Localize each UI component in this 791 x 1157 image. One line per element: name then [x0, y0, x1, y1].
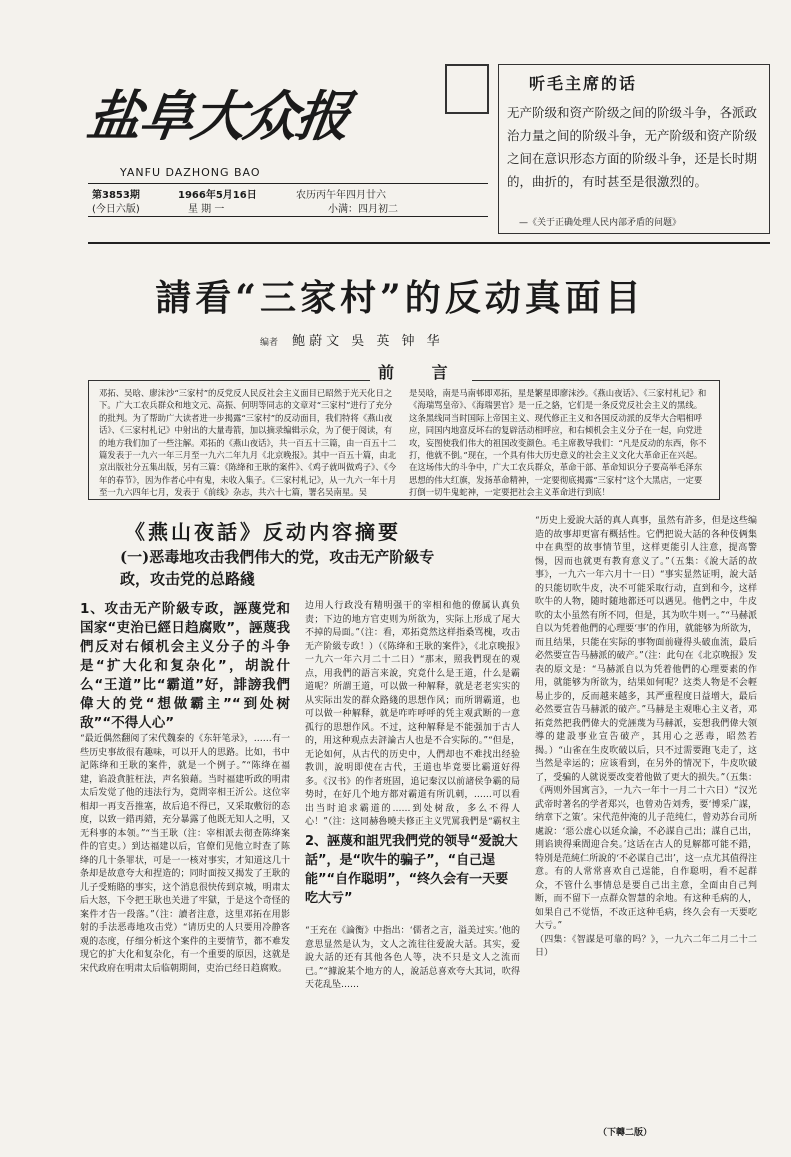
editors-label: 编者 — [260, 338, 279, 348]
column-2-tail-body: “王充在《論衡》中指出：‘儒者之言，溢美过实。’他的意思显然是认为，文人之流往往爱說大話。其实，爱說大話的还有其他各色人等，决不只是文人之流而已。”“據說某个地方的人，說話总喜欢夸大其词，吹得天花乱坠…… — [305, 926, 520, 990]
column-3-body: “历史上爱說大話的真人真事，虽然有許多，但是这些编造的故事却更富有概括性。它們把说大話的各种伎俩集中在典型的故事情节里，这样更能引人注意，提高警惕，因而也就更有教育意义了。”（五集：《說大話的故事》，一九六一年六月十一日）“事实显然证明，說大話的只能切吹牛皮，决不可能采取行动，直到和今，这样吹牛的人物，随时随地都还可以遇见。他們之中，牛皮吹的太小虽然有所不同，但是，其为吹牛则一。”“马赫派自以为凭着他們的心理要‘事’的作用，就能够为所欲为，而且结果，只能在实际的事物面前碰得头破血流，最后必然要宣告马赫派的破产。”（注：此句在《北京晚报》发表的原文是：“马赫派自以为凭着他們的心理要素的作用，就能够为所欲为，结果如何呢？这类人物是不会輕易止步的，反而越来越多，其严重程度日益增大，最后必然要宣告马赫派的破产。”马赫是主观唯心主义者，邓拓竟然把我們偉大的党誣蔑为马赫派，妄想我們偉大领導的建設事业宣告破产，其用心之恶毒，昭然若揭。）“山雀在生皮吹破以后，只不过需要跑飞走了，这当然是幸运的；应该看到，在另外的情况下，牛皮吹破了，受骗的人就说要改变着他做了更大的损失。”（五集：《两则外国寓言》，一九六一年十一月二十六日）“汉光武帝时著名的学者郑兴，也曾劝告刘秀，要‘博采广謀，纳章下之策’。宋代范仲淹的儿子范纯仁，曾劝苏台司所處說：‘惡公虚心以延众論，不必謀自己出；謀自己出，則谄谀得乘間迎合矣。’这话在古人的見解都可能不錯，特別是范純仁所說的‘不必谋自己出’，这一点尤其值得注意。有的人常常喜欢自己逞能，自作聪明，看不起群众，不管什么事情总是要自己出主意，全面由自己判断，而不留下一点群众智慧的余地。有这种毛病的人，如果自己不觉悟，不改正这种毛病，终久会有一天要吃大亏。” — [535, 516, 757, 931]
section-title: 《燕山夜話》反动内容摘要 — [125, 520, 401, 544]
article-column-3 — [535, 515, 757, 1121]
article-column-2 — [305, 600, 520, 828]
quote-text: 无产阶级和资产阶级之间的阶级斗争，各派政治力量之间的阶级斗争，无产阶级和资产阶级之间在意识形态方面的阶级斗争，还是长时期的，曲折的，有时甚至是很激烈的。 — [507, 105, 758, 189]
column-1-body: “最近偶然翻阅了宋代魏泰的《东轩笔录》，……有一些历史事故很有趣味，可以开人的思路。比如，书中記陈绛和王耿的案件，就是一个例子。”“陈绛在福建，谄設貪脏枉法，声名狼藉。当时福建听政的明肃太后发觉了他的违法行为，竟問宰相王沂公。这位宰相却一再支吾推塞，故后追不得已，又采取敷衍的态度，以致一錯再錯，充分暴露了他既无知人之明，又无科事的本领。”“当王耿（注：宰相派去彻查陈绛案件的官吏。）到达福建以后，官僚们见他立时查了陈绛的几十条罪状，可是一一核对事实，才知道这几十条却是故意夸大和捏造的；同时面按又揭发了王耿的儿子受贿賂的事实，这个消息很快传到京城，明肃太后大怒，下令把王耿也关进了牢獄，于是这个奇怪的案件才告一段落。”（注：讀者注意，这里邓拓在用影射的手法恶毒地攻击党）“请历史的人只要用冷静客观的态度，仔细分析这个案件的主要情节，都不难发现它的扩大化和复杂化，有一个重要的原因，这就是宋代政府在明肃太后临朝期间，吏治已经日趋腐败。 — [80, 734, 290, 974]
newspaper-pinyin: YANFU DAZHONG BAO — [120, 166, 261, 179]
column-3-source: （四集：《智謀是可靠的吗？》，一九六二年二月二十二日） — [535, 934, 757, 958]
quote-source: —《关于正确处理人民内部矛盾的问题》 — [519, 218, 682, 228]
newspaper-title: 盐阜大众报 — [83, 84, 353, 148]
column-2-subheading: 2、誣蔑和詛咒我們党的领导“爱說大話”，是“吹牛的骗子”，“自己逞能”“自作聪明”，“终久会有一天要吃大亏” — [305, 834, 518, 906]
preface-title: 前 言 — [370, 360, 472, 383]
solar-term: 小满：四月初二 — [328, 204, 398, 215]
preface-box — [88, 380, 720, 500]
main-headline: 請看“三家村”的反动真面目 — [155, 277, 645, 319]
issue-pages: (今日六版) — [92, 204, 140, 215]
preface-left-column: 邓拓、吴晗、廖沫沙“三家村”的反党反人民反社会主义面目已昭然于光天化日之下。广大工农兵群众和地文元、高振、何明等同志的文章对“三家村”进行了充分的批判。为了帮助广大读者进一步揭露“三家村”的反动面目，我们特将《燕山夜话》、《三家村札记》中射出的大量毒箭，加以摘录编辑示众，为了便于阅读，有的地方我们加了一些注解。邓拓的《燕山夜话》，共一百五十三篇，由一百五十二篇发表于一九六一年三月至一九六二年九月《北京晚报》。其中一百五十篇，由北京出版社分五集出版，另有三篇：《陈绛和王耿的案件》、《鸡子就叫做鸡子》、《今年的春节》，因为作者心中有鬼，未收入集子。《三家村札记》，从一九六一年十月至一九六四年七月，发表于《前线》杂志，共六十七篇，署名吴南星。吴 — [99, 388, 397, 498]
article-column-2-tail — [305, 925, 520, 1130]
editors-line — [260, 330, 444, 349]
article-column-1 — [80, 600, 290, 1130]
issue-info-bar — [88, 183, 488, 217]
stamp-emblem — [445, 64, 489, 114]
column-2-body: 边用人行政没有精明强干的宰相和他的僚属认真负责；下边的地方官吏则为所欲为，实际上形成了尾大不掉的局面。”（注：看，邓拓竟然这样指桑骂槐，攻击无产阶級专政！）（《陈绛和王耿的案件》，《北京晚报》一九六一年六月二十二日）“那末，照我們现在的观点，用我們的語言来說，究竟什么是王道，什么是霸道呢？所謂王道，可以做一种解释，就是老老实实的从实际出发的群众路綫的思想作风；而所谓霸道，也可以做一种解释，就是咋咋呼呼的凭主观武断的一意孤行的思想作风。不过，这种解释是不能强加于古人的，用这种观点去評論古人也是不合实际的。”“但是，无论如何，从古代的历史中，人們却也不难找出经验教训，說明即使在古代，王道也毕竟要比霸道好得多。《汉书》的作者班固，追记秦汉以前諸侯争霸的局势时，在好几个地方都对霸道有所讥刺，……可以看出当时追求霸道的……到处树敌，多么不得人心！”（注：这同赫魯曉夫修正主义咒罵我們是“霸权主 — [305, 601, 520, 827]
quote-title: 听毛主席的话 — [529, 74, 638, 93]
issue-number: 第3853期 — [92, 190, 140, 201]
section-subtitle: (一)恶毒地攻击我們伟大的党，攻击无产阶級专政，攻击党的总路綫 — [120, 548, 435, 588]
continued-note: （下轉二版） — [598, 1128, 653, 1138]
column-1-heading: 1、攻击无产阶級专政，誣蔑党和国家“吏治已經日趋腐败”，誣蔑我們反对右傾机会主义分子的斗争是“扩大化和复杂化”，胡說什么“王道”比“霸道”好，誹謗我們偉大的党“想做霸主”“到处树敌”“不得人心” — [80, 601, 290, 731]
issue-date: 1966年5月16日 — [178, 190, 257, 201]
editors-names: 鲍蔚文 吳 英 钟 华 — [292, 334, 444, 349]
divider-rule — [88, 242, 770, 244]
preface-right-column: 是吴晗，南是马南邨即邓拓，星是繁星即廖沫沙。《燕山夜话》、《三家村札记》和《海瑞骂皇帝》、《海瑞罢官》是一丘之貉，它们是一条反党反社会主义的黑线。这条黑线同当时国际上帝国主义、现代修正主义和各国反动派的反华大合唱相呼应，同国内地富反坏右的复辟活动相呼应，和右倾机会主义分子在一起，向党进攻，妄图使我们伟大的祖国改变颜色。毛主席教导我们：“凡是反动的东西，你不打，他就不倒。”现在，一个具有伟大历史意义的社会主义文化大革命正在兴起。在这场伟大的斗争中，广大工农兵群众，革命干部、革命知识分子要高举毛泽东思想的伟大红旗，发扬革命精神，一定要彻底揭露“三家村”这个大黑店，一定要打倒一切牛鬼蛇神，一定要把社会主义革命进行到底！ — [409, 388, 707, 498]
lunar-date: 农历丙午年四月廿六 — [296, 190, 386, 201]
issue-weekday: 星 期 一 — [188, 204, 225, 215]
mao-quote-box — [498, 64, 770, 234]
